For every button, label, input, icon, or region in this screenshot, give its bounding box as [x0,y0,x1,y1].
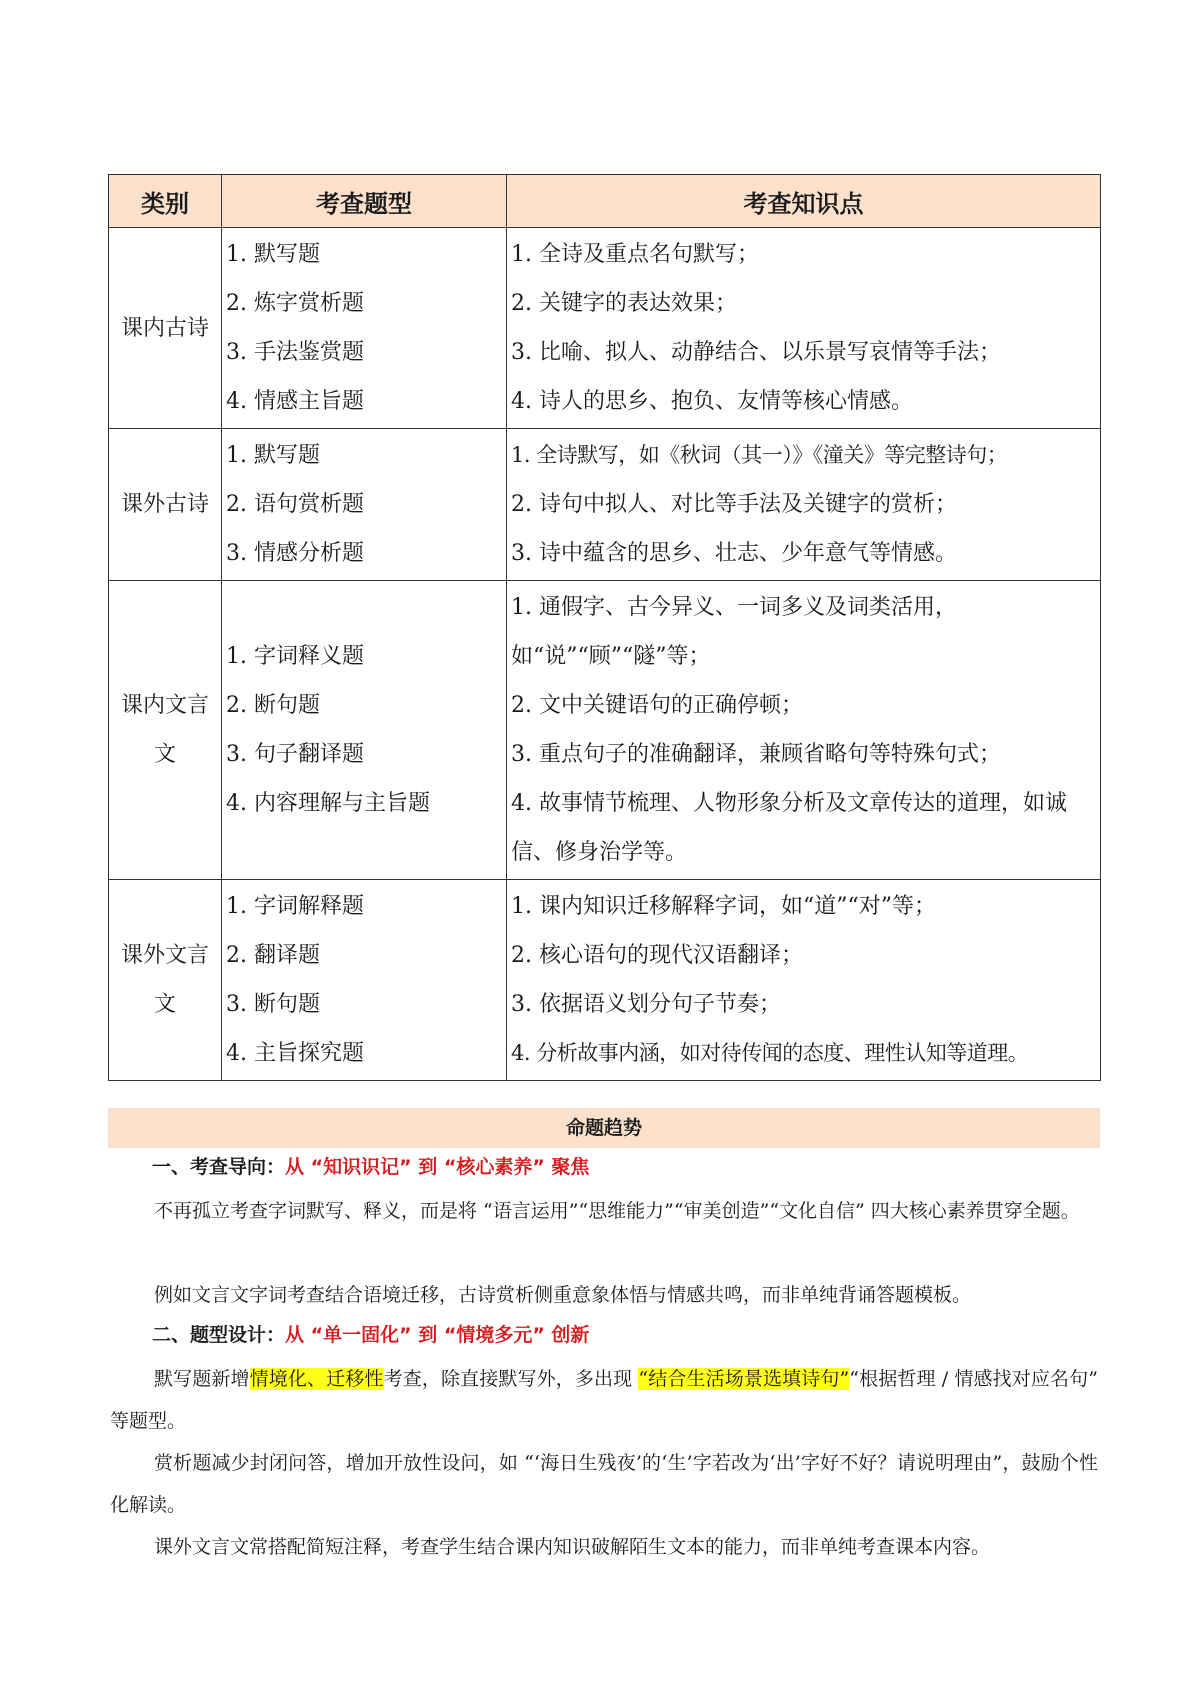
section-lead: 二、题型设计： [152,1324,286,1346]
row-knowledge-points [507,429,1101,581]
type-item: 4. 内容理解与主旨题 [226,791,430,816]
row-knowledge-points [507,228,1101,429]
section-emphasis: 从 “单一固化” 到 “情境多元” 创新 [285,1324,590,1346]
row-question-types [222,429,507,581]
point-item: 4. 故事情节梳理、人物形象分析及文章传达的道理，如诚信、修身治学等。 [511,791,1067,865]
type-item: 2. 语句赏析题 [226,492,364,517]
type-item: 2. 翻译题 [226,943,320,968]
trend-title-bar: 命题趋势 [108,1108,1100,1148]
point-item: 2. 关键字的表达效果； [511,291,737,316]
row-knowledge-points [507,880,1101,1081]
point-item: 4. 分析故事内涵，如对待传闻的态度、理性认知等道理。 [511,1041,1029,1065]
type-item: 1. 字词解释题 [226,894,364,919]
point-item: 2. 核心语句的现代汉语翻译； [511,943,803,968]
paragraph: 赏析题减少封闭问答，增加开放性设问，如 “‘海日生残夜’的‘生’字若改为‘出’字好不好？请说明理由”，鼓励个性化解读。 [110,1452,1098,1516]
header-knowledge-points: 考查知识点 [507,175,1101,228]
paragraph: 例如文言文字词考查结合语境迁移，古诗赏析侧重意象体悟与情感共鸣，而非单纯背诵答题模板。 [154,1284,972,1306]
type-item: 1. 字词释义题 [226,644,364,669]
type-item: 2. 断句题 [226,693,320,718]
row-category: 课内文言文 [109,581,222,880]
point-item: 1. 通假字、古今异义、一词多义及词类活用，如“说”“顾”“隧”等； [511,595,957,669]
point-item: 3. 依据语义划分句子节奏； [511,992,781,1017]
table-row [109,581,1101,880]
paragraph [110,1358,1098,1442]
table-row [109,429,1101,581]
row-category: 课内古诗 [109,228,222,429]
row-question-types [222,581,507,880]
table-header-row [109,175,1101,228]
type-item: 1. 默写题 [226,443,320,468]
text-run: 默写题新增 [154,1368,250,1390]
row-category: 课外文言文 [109,880,222,1081]
section-lead: 一、考查导向： [152,1156,286,1178]
section-emphasis: 从 “知识识记” 到 “核心素养” 聚焦 [285,1156,590,1178]
paragraph: 不再孤立考查字词默写、释义，而是将 “语言运用”“思维能力”“审美创造”“文化自信” 四大核心素养贯穿全题。 [154,1200,1080,1222]
type-item: 2. 炼字赏析题 [226,291,364,316]
highlighted-text: “结合生活场景选填诗句” [638,1368,850,1390]
type-item: 3. 断句题 [226,992,320,1017]
row-category: 课外古诗 [109,429,222,581]
paragraph: 课外文言文常搭配简短注释，考查学生结合课内知识破解陌生文本的能力，而非单纯考查课本内容。 [154,1536,991,1558]
point-item: 3. 诗中蕴含的思乡、壮志、少年意气等情感。 [511,541,957,566]
type-item: 3. 情感分析题 [226,541,364,566]
section-heading-2 [152,1320,589,1347]
row-question-types [222,228,507,429]
point-item: 2. 文中关键语句的正确停顿； [511,693,803,718]
table-row [109,880,1101,1081]
point-item: 3. 重点句子的准确翻译，兼顾省略句等特殊句式； [511,742,1001,767]
header-category: 类别 [109,175,222,228]
point-item: 3. 比喻、拟人、动静结合、以乐景写哀情等手法； [511,340,1001,365]
highlighted-text: 情境化、迁移性 [249,1368,384,1390]
text-run: “根据哲理 / 情感找对应名句” 等题型。 [110,1368,1098,1432]
type-item: 4. 情感主旨题 [226,389,364,414]
type-item: 3. 句子翻译题 [226,742,364,767]
point-item: 2. 诗句中拟人、对比等手法及关键字的赏析； [511,492,957,517]
section-heading-1 [152,1152,589,1179]
type-item: 1. 默写题 [226,242,320,267]
point-item: 4. 诗人的思乡、抱负、友情等核心情感。 [511,389,913,414]
table-row [109,228,1101,429]
type-item: 4. 主旨探究题 [226,1041,364,1066]
point-item: 1. 全诗及重点名句默写； [511,242,759,267]
exam-content-table [108,174,1101,1081]
type-item: 3. 手法鉴赏题 [226,340,364,365]
point-item: 1. 全诗默写，如《秋词（其一）》《潼关》等完整诗句； [511,443,1008,467]
row-question-types [222,880,507,1081]
row-knowledge-points [507,581,1101,880]
text-run: 考查，除直接默写外，多出现 [383,1368,639,1390]
point-item: 1. 课内知识迁移解释字词，如“道”“对”等； [511,894,936,919]
header-question-types: 考查题型 [222,175,507,228]
